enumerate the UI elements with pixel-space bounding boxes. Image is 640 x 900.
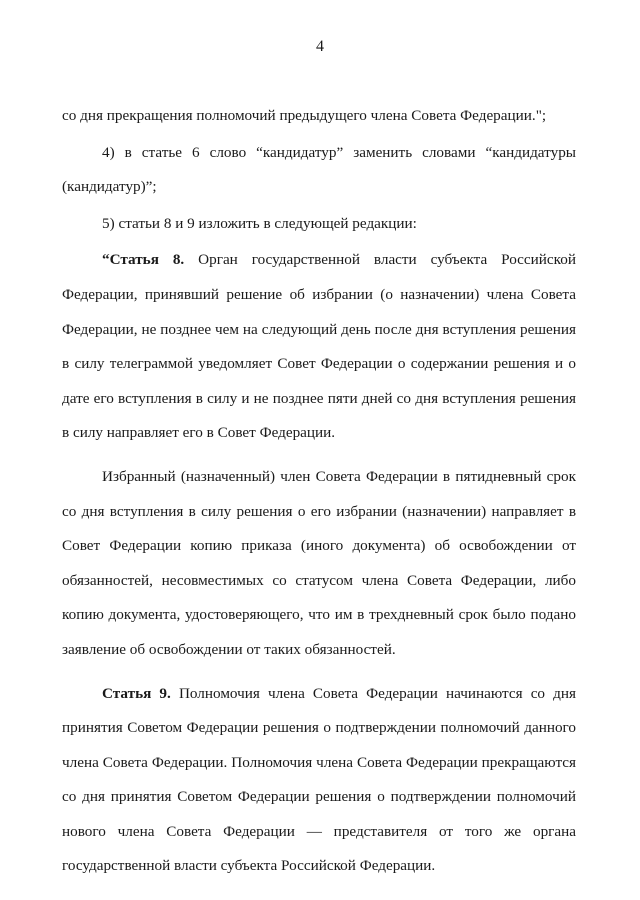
article-8-heading: “Статья 8. bbox=[102, 251, 185, 269]
document-body bbox=[62, 99, 576, 884]
page-number: 4 bbox=[316, 38, 324, 55]
article-9-text: Полномочия члена Совета Федерации начинаются со дня принятия Советом Федерации решения о подтверждении полномочий данного члена Совета Федерации. Полномочия члена Совета Федерации прекращаются со дня принятия Советом Федерации решения о подтверждении полномочий нового члена Совета Федерации — представителя от того же органа государственной власти субъекта Российской Федерации. bbox=[62, 684, 576, 875]
article-9-heading: Статья 9. bbox=[102, 684, 171, 702]
paragraph-article-8 bbox=[62, 243, 576, 451]
paragraph-item-4: 4) в статье 6 слово “кандидатур” заменить словами “кандидатуры (кандидатур)”; bbox=[62, 143, 576, 196]
article-8-text: Орган государственной власти субъекта Российской Федерации, принявший решение об избрании (о назначении) члена Совета Федерации, не позднее чем на следующий день после дня вступления решения в силу телеграммой уведомляет Совет Федерации о содержании решения и о дате его вступления в силу и не позднее пяти дней со дня вступления решения в силу направляет его в Совет Федерации. bbox=[62, 251, 576, 442]
paragraph-elected-member: Избранный (назначенный) член Совета Федерации в пятидневный срок со дня вступления в силу решения о его избрании (назначении) направляет в Совет Федерации копию приказа (иного документа) об освобождении от обязанностей, несовместимых со статусом члена Совета Федерации, либо копию документа, удостоверяющего, что им в трехдневный срок было подано заявление об освобождении от таких обязанностей. bbox=[62, 467, 576, 658]
paragraph-item-5: 5) статьи 8 и 9 изложить в следующей редакции: bbox=[102, 214, 417, 232]
paragraph-article-9 bbox=[62, 677, 576, 885]
paragraph-continuation: со дня прекращения полномочий предыдущего члена Совета Федерации."; bbox=[62, 107, 547, 124]
